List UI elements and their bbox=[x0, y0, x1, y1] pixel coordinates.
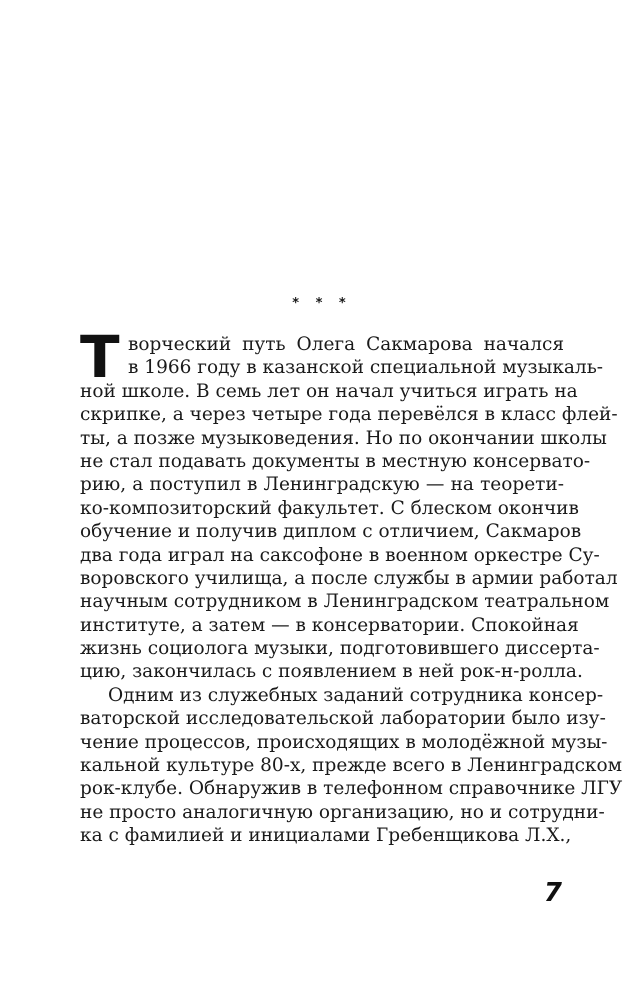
text-line: обучение и получив диплом с отличием, Сакмаров bbox=[80, 521, 582, 543]
page-number: 7 bbox=[543, 878, 562, 908]
text-line: чение процессов, происходящих в молодёжной музы- bbox=[80, 731, 608, 753]
text-line: скрипке, а через четыре года перевёлся в класс флей- bbox=[80, 404, 618, 426]
text-line: Одним из служебных заданий сотрудника консер- bbox=[108, 684, 604, 706]
drop-cap: Т bbox=[80, 323, 120, 391]
text-line: жизнь социолога музыки, подготовившего диссерта- bbox=[80, 638, 600, 660]
text-line: кальной культуре 80-х, прежде всего в Ленинградском bbox=[80, 755, 623, 777]
body-text bbox=[80, 323, 623, 848]
text-line: ной школе. В семь лет он начал учиться играть на bbox=[80, 380, 578, 402]
text-line: ты, а позже музыковедения. Но по окончании школы bbox=[80, 427, 607, 449]
text-line: ко-композиторский факультет. С блеском окончив bbox=[80, 497, 579, 519]
text-line: ворческий путь Олега Сакмарова начался bbox=[128, 334, 564, 355]
text-line: два года играл на саксофоне в военном оркестре Су- bbox=[80, 544, 600, 566]
text-line: не стал подавать документы в местную консервато- bbox=[80, 450, 591, 472]
text-line: ваторской исследовательской лаборатории было изу- bbox=[80, 708, 606, 730]
text-line: рию, а поступил в Ленинградскую — на теорети- bbox=[80, 474, 564, 496]
text-line: ка с фамилией и инициалами Гребенщикова Л.Х., bbox=[80, 825, 572, 847]
text-line: не просто аналогичную организацию, но и сотрудни- bbox=[80, 801, 605, 823]
text-line: институте, а затем — в консерватории. Спокойная bbox=[80, 614, 579, 636]
text-line: воровского училища, а после службы в армии работал bbox=[80, 567, 618, 589]
text-line: научным сотрудником в Ленинградском театральном bbox=[80, 591, 610, 613]
text-line: в 1966 году в казанской специальной музыкаль- bbox=[128, 357, 604, 379]
text-line: цию, закончилась с появлением в ней рок-н-ролла. bbox=[80, 661, 583, 683]
section-separator: * * * bbox=[292, 296, 352, 311]
text-line: рок-клубе. Обнаружив в телефонном справочнике ЛГУ bbox=[80, 778, 623, 800]
